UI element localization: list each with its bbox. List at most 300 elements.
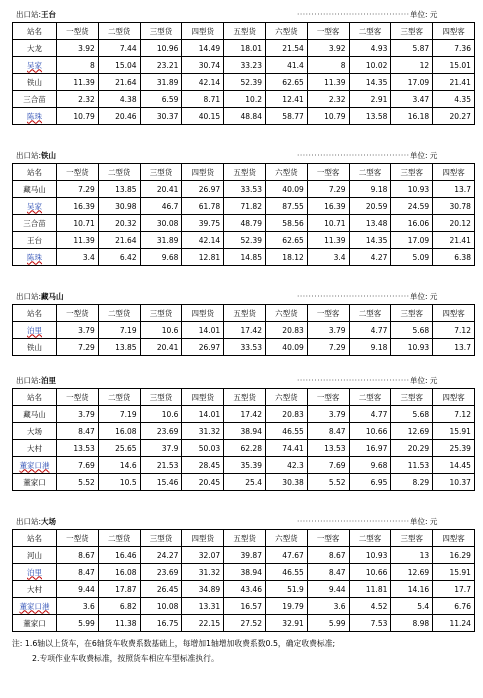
fee-cell: 17.09 bbox=[391, 232, 433, 249]
station-name-cell: 陈珠 bbox=[13, 249, 57, 266]
fee-cell: 16.39 bbox=[307, 198, 349, 215]
column-header: 四型货 bbox=[182, 164, 224, 181]
fee-cell: 20.41 bbox=[140, 339, 182, 356]
column-header: 四型货 bbox=[182, 23, 224, 40]
fee-cell: 39.87 bbox=[224, 547, 266, 564]
fee-cell: 4.38 bbox=[98, 91, 140, 108]
fee-cell: 4.77 bbox=[349, 322, 391, 339]
exit-label-text: 出口站: bbox=[16, 292, 42, 301]
table-row bbox=[13, 547, 475, 564]
table-row bbox=[13, 40, 475, 57]
table-row bbox=[13, 581, 475, 598]
fee-cell: 24.27 bbox=[140, 547, 182, 564]
fee-cell: 17.42 bbox=[224, 322, 266, 339]
fee-cell: 23.69 bbox=[140, 564, 182, 581]
column-header: 三型客 bbox=[391, 305, 433, 322]
column-header: 六型货 bbox=[265, 530, 307, 547]
station-section bbox=[12, 149, 474, 266]
fee-cell: 12.69 bbox=[391, 423, 433, 440]
table-row bbox=[13, 440, 475, 457]
unit-label: 单位: 元 bbox=[410, 517, 438, 526]
fee-cell: 5.52 bbox=[57, 474, 99, 491]
fee-cell: 11.81 bbox=[349, 581, 391, 598]
table-row bbox=[13, 406, 475, 423]
column-header: 三型客 bbox=[391, 23, 433, 40]
fee-cell: 47.67 bbox=[265, 547, 307, 564]
fee-cell: 26.45 bbox=[140, 581, 182, 598]
station-name-cell: 大村 bbox=[13, 440, 57, 457]
column-header: 一型货 bbox=[57, 530, 99, 547]
unit-label: 单位: 元 bbox=[410, 151, 438, 160]
fee-cell: 7.29 bbox=[57, 181, 99, 198]
fee-cell: 25.65 bbox=[98, 440, 140, 457]
column-header: 四型客 bbox=[433, 164, 475, 181]
fee-cell: 9.18 bbox=[349, 339, 391, 356]
fee-cell: 31.32 bbox=[182, 423, 224, 440]
station-name-cell: 铁山 bbox=[13, 74, 57, 91]
fee-cell: 13.7 bbox=[433, 181, 475, 198]
fee-cell: 4.52 bbox=[349, 598, 391, 615]
fee-cell: 20.83 bbox=[265, 406, 307, 423]
column-header: 四型货 bbox=[182, 389, 224, 406]
table-header-row bbox=[13, 23, 475, 40]
station-section bbox=[12, 515, 474, 632]
fee-cell: 10.71 bbox=[307, 215, 349, 232]
fee-cell: 41.4 bbox=[265, 57, 307, 74]
fee-cell: 26.97 bbox=[182, 181, 224, 198]
exit-station-label bbox=[16, 149, 56, 163]
table-row bbox=[13, 108, 475, 125]
fee-cell: 37.9 bbox=[140, 440, 182, 457]
fee-cell: 21.53 bbox=[140, 457, 182, 474]
column-header: 三型客 bbox=[391, 164, 433, 181]
column-header: 二型货 bbox=[98, 164, 140, 181]
fee-cell: 25.39 bbox=[433, 440, 475, 457]
fee-cell: 14.01 bbox=[182, 406, 224, 423]
fee-cell: 30.37 bbox=[140, 108, 182, 125]
station-name-cell: 三合苗 bbox=[13, 91, 57, 108]
column-header: 五型货 bbox=[224, 530, 266, 547]
unit-label: 单位: 元 bbox=[410, 376, 438, 385]
exit-station-name: 藏马山 bbox=[41, 292, 64, 301]
fee-cell: 21.64 bbox=[98, 232, 140, 249]
fee-cell: 10.5 bbox=[98, 474, 140, 491]
column-header: 二型客 bbox=[349, 389, 391, 406]
fee-cell: 10.6 bbox=[140, 406, 182, 423]
fee-cell: 31.89 bbox=[140, 232, 182, 249]
fee-cell: 6.42 bbox=[98, 249, 140, 266]
column-header: 四型客 bbox=[433, 23, 475, 40]
fee-cell: 46.7 bbox=[140, 198, 182, 215]
station-name-cell: 大龙 bbox=[13, 40, 57, 57]
column-header: 四型客 bbox=[433, 530, 475, 547]
fee-cell: 3.79 bbox=[307, 406, 349, 423]
table-row bbox=[13, 232, 475, 249]
unit-label: 单位: 元 bbox=[410, 292, 438, 301]
fee-cell: 10.02 bbox=[349, 57, 391, 74]
fee-cell: 16.08 bbox=[98, 423, 140, 440]
fee-cell: 2.32 bbox=[307, 91, 349, 108]
fee-cell: 21.64 bbox=[98, 74, 140, 91]
fee-cell: 10.79 bbox=[57, 108, 99, 125]
fee-cell: 14.16 bbox=[391, 581, 433, 598]
fee-cell: 7.19 bbox=[98, 322, 140, 339]
column-header: 一型货 bbox=[57, 305, 99, 322]
column-header: 二型客 bbox=[349, 23, 391, 40]
leader-dots: ······································· bbox=[297, 292, 410, 301]
fee-cell: 48.84 bbox=[224, 108, 266, 125]
fee-cell: 12.69 bbox=[391, 564, 433, 581]
column-header: 站名 bbox=[13, 389, 57, 406]
fee-cell: 15.04 bbox=[98, 57, 140, 74]
fee-cell: 13.53 bbox=[307, 440, 349, 457]
fee-cell: 4.35 bbox=[433, 91, 475, 108]
fee-cell: 7.12 bbox=[433, 322, 475, 339]
table-header-row bbox=[13, 530, 475, 547]
fee-cell: 3.79 bbox=[57, 406, 99, 423]
fee-cell: 21.41 bbox=[433, 232, 475, 249]
fee-cell: 30.78 bbox=[433, 198, 475, 215]
station-name-cell: 藏马山 bbox=[13, 181, 57, 198]
fee-cell: 15.46 bbox=[140, 474, 182, 491]
fee-cell: 20.41 bbox=[140, 181, 182, 198]
fee-cell: 17.09 bbox=[391, 74, 433, 91]
fee-cell: 30.38 bbox=[265, 474, 307, 491]
column-header: 四型货 bbox=[182, 305, 224, 322]
exit-label-text: 出口站: bbox=[16, 10, 42, 19]
station-name-cell: 泊里 bbox=[13, 322, 57, 339]
fee-cell: 5.68 bbox=[391, 406, 433, 423]
fee-cell: 12.81 bbox=[182, 249, 224, 266]
fee-cell: 13.85 bbox=[98, 339, 140, 356]
fee-cell: 6.95 bbox=[349, 474, 391, 491]
fee-cell: 71.82 bbox=[224, 198, 266, 215]
table-row bbox=[13, 423, 475, 440]
column-header: 四型货 bbox=[182, 530, 224, 547]
fee-cell: 13.58 bbox=[349, 108, 391, 125]
fee-cell: 40.09 bbox=[265, 181, 307, 198]
station-name-cell: 董家口 bbox=[13, 615, 57, 632]
fee-cell: 8 bbox=[307, 57, 349, 74]
column-header: 三型货 bbox=[140, 530, 182, 547]
fee-cell: 16.97 bbox=[349, 440, 391, 457]
column-header: 一型货 bbox=[57, 23, 99, 40]
station-name-cell: 大场 bbox=[13, 423, 57, 440]
fee-cell: 3.4 bbox=[57, 249, 99, 266]
table-row bbox=[13, 198, 475, 215]
table-row bbox=[13, 249, 475, 266]
fee-cell: 8.67 bbox=[307, 547, 349, 564]
note-2: 2.专项作业车收费标准，按照货车相应车型标准执行。 bbox=[32, 654, 219, 663]
column-header: 四型客 bbox=[433, 389, 475, 406]
fee-cell: 16.08 bbox=[98, 564, 140, 581]
fee-cell: 20.45 bbox=[182, 474, 224, 491]
station-name-cell: 藏马山 bbox=[13, 406, 57, 423]
fee-cell: 10.93 bbox=[391, 181, 433, 198]
fee-cell: 10.96 bbox=[140, 40, 182, 57]
fee-cell: 5.4 bbox=[391, 598, 433, 615]
fee-cell: 12 bbox=[391, 57, 433, 74]
fee-cell: 20.27 bbox=[433, 108, 475, 125]
fee-cell: 20.83 bbox=[265, 322, 307, 339]
fee-cell: 4.77 bbox=[349, 406, 391, 423]
section-header bbox=[12, 149, 474, 163]
fee-cell: 6.59 bbox=[140, 91, 182, 108]
fee-cell: 62.65 bbox=[265, 232, 307, 249]
fee-cell: 8.47 bbox=[57, 423, 99, 440]
fee-cell: 16.06 bbox=[391, 215, 433, 232]
fee-cell: 7.69 bbox=[307, 457, 349, 474]
fee-cell: 11.24 bbox=[433, 615, 475, 632]
fee-cell: 5.99 bbox=[57, 615, 99, 632]
toll-table bbox=[12, 388, 475, 491]
fee-cell: 16.57 bbox=[224, 598, 266, 615]
fee-cell: 17.87 bbox=[98, 581, 140, 598]
column-header: 五型货 bbox=[224, 389, 266, 406]
exit-station-label bbox=[16, 374, 56, 388]
fee-cell: 5.87 bbox=[391, 40, 433, 57]
column-header: 三型货 bbox=[140, 23, 182, 40]
column-header: 三型客 bbox=[391, 530, 433, 547]
table-header-row bbox=[13, 164, 475, 181]
fee-cell: 7.29 bbox=[307, 339, 349, 356]
column-header: 六型货 bbox=[265, 305, 307, 322]
fee-cell: 21.54 bbox=[265, 40, 307, 57]
fee-cell: 8.47 bbox=[57, 564, 99, 581]
station-name-cell: 河山 bbox=[13, 547, 57, 564]
toll-table bbox=[12, 163, 475, 266]
fee-cell: 3.79 bbox=[307, 322, 349, 339]
fee-cell: 25.4 bbox=[224, 474, 266, 491]
fee-cell: 7.19 bbox=[98, 406, 140, 423]
column-header: 一型客 bbox=[307, 389, 349, 406]
exit-station-label bbox=[16, 8, 56, 22]
fee-cell: 3.47 bbox=[391, 91, 433, 108]
fee-cell: 16.75 bbox=[140, 615, 182, 632]
section-header bbox=[12, 290, 474, 304]
column-header: 站名 bbox=[13, 305, 57, 322]
fee-cell: 7.69 bbox=[57, 457, 99, 474]
fee-cell: 13.48 bbox=[349, 215, 391, 232]
fee-cell: 10.93 bbox=[349, 547, 391, 564]
station-name-cell: 王台 bbox=[13, 232, 57, 249]
fee-cell: 7.29 bbox=[307, 181, 349, 198]
fee-cell: 5.52 bbox=[307, 474, 349, 491]
fee-cell: 3.79 bbox=[57, 322, 99, 339]
column-header: 一型客 bbox=[307, 164, 349, 181]
fee-cell: 38.94 bbox=[224, 564, 266, 581]
station-name-cell: 陈珠 bbox=[13, 108, 57, 125]
fee-cell: 62.28 bbox=[224, 440, 266, 457]
column-header: 二型货 bbox=[98, 389, 140, 406]
leader-dots: ······································· bbox=[297, 517, 410, 526]
fee-cell: 16.18 bbox=[391, 108, 433, 125]
fee-cell: 10.71 bbox=[57, 215, 99, 232]
fee-cell: 14.45 bbox=[433, 457, 475, 474]
exit-station-name: 大场 bbox=[41, 517, 57, 526]
fee-cell: 13 bbox=[391, 547, 433, 564]
fee-cell: 15.91 bbox=[433, 423, 475, 440]
column-header: 二型货 bbox=[98, 23, 140, 40]
fee-cell: 20.29 bbox=[391, 440, 433, 457]
station-name-cell: 董家口港 bbox=[13, 598, 57, 615]
fee-cell: 5.99 bbox=[307, 615, 349, 632]
fee-cell: 3.6 bbox=[57, 598, 99, 615]
table-row bbox=[13, 74, 475, 91]
fee-cell: 51.9 bbox=[265, 581, 307, 598]
station-name-cell: 大村 bbox=[13, 581, 57, 598]
fee-cell: 24.59 bbox=[391, 198, 433, 215]
fee-cell: 14.85 bbox=[224, 249, 266, 266]
fee-cell: 8.67 bbox=[57, 547, 99, 564]
fee-cell: 4.93 bbox=[349, 40, 391, 57]
column-header: 五型货 bbox=[224, 305, 266, 322]
column-header: 一型货 bbox=[57, 164, 99, 181]
fee-cell: 14.01 bbox=[182, 322, 224, 339]
station-name-cell: 董家口 bbox=[13, 474, 57, 491]
exit-station-name: 铁山 bbox=[41, 151, 57, 160]
column-header: 五型货 bbox=[224, 23, 266, 40]
fee-cell: 21.41 bbox=[433, 74, 475, 91]
exit-label-text: 出口站: bbox=[16, 517, 42, 526]
fee-cell: 14.35 bbox=[349, 74, 391, 91]
table-row bbox=[13, 181, 475, 198]
column-header: 三型货 bbox=[140, 164, 182, 181]
leader-dots: ······································· bbox=[297, 376, 410, 385]
fee-cell: 30.74 bbox=[182, 57, 224, 74]
table-header-row bbox=[13, 389, 475, 406]
fee-cell: 18.01 bbox=[224, 40, 266, 57]
fee-cell: 31.32 bbox=[182, 564, 224, 581]
table-row bbox=[13, 215, 475, 232]
table-row bbox=[13, 598, 475, 615]
fee-cell: 9.18 bbox=[349, 181, 391, 198]
fee-cell: 18.12 bbox=[265, 249, 307, 266]
column-header: 站名 bbox=[13, 23, 57, 40]
column-header: 二型货 bbox=[98, 530, 140, 547]
fee-cell: 13.31 bbox=[182, 598, 224, 615]
fee-cell: 42.3 bbox=[265, 457, 307, 474]
column-header: 二型客 bbox=[349, 305, 391, 322]
fee-cell: 26.97 bbox=[182, 339, 224, 356]
fee-cell: 11.39 bbox=[307, 74, 349, 91]
fee-cell: 10.79 bbox=[307, 108, 349, 125]
toll-table bbox=[12, 529, 475, 632]
column-header: 二型客 bbox=[349, 530, 391, 547]
fee-cell: 14.35 bbox=[349, 232, 391, 249]
table-row bbox=[13, 322, 475, 339]
fee-cell: 10.66 bbox=[349, 423, 391, 440]
exit-station-label bbox=[16, 290, 64, 304]
fee-cell: 10.37 bbox=[433, 474, 475, 491]
column-header: 一型客 bbox=[307, 23, 349, 40]
table-header-row bbox=[13, 305, 475, 322]
column-header: 三型客 bbox=[391, 389, 433, 406]
station-name-cell: 吴家 bbox=[13, 198, 57, 215]
fee-cell: 13.7 bbox=[433, 339, 475, 356]
fee-cell: 31.89 bbox=[140, 74, 182, 91]
fee-cell: 87.55 bbox=[265, 198, 307, 215]
leader-dots: ······································· bbox=[297, 151, 410, 160]
fee-cell: 11.39 bbox=[57, 232, 99, 249]
fee-cell: 7.53 bbox=[349, 615, 391, 632]
table-row bbox=[13, 339, 475, 356]
fee-cell: 32.91 bbox=[265, 615, 307, 632]
footnotes bbox=[12, 636, 478, 666]
station-name-cell: 三合苗 bbox=[13, 215, 57, 232]
fee-cell: 27.52 bbox=[224, 615, 266, 632]
section-header bbox=[12, 8, 474, 22]
exit-station-label bbox=[16, 515, 56, 529]
fee-cell: 6.82 bbox=[98, 598, 140, 615]
fee-cell: 42.14 bbox=[182, 232, 224, 249]
fee-cell: 52.39 bbox=[224, 74, 266, 91]
column-header: 二型客 bbox=[349, 164, 391, 181]
toll-table bbox=[12, 22, 475, 125]
fee-cell: 50.03 bbox=[182, 440, 224, 457]
fee-cell: 11.38 bbox=[98, 615, 140, 632]
fee-cell: 40.15 bbox=[182, 108, 224, 125]
column-header: 五型货 bbox=[224, 164, 266, 181]
fee-cell: 10.66 bbox=[349, 564, 391, 581]
fee-cell: 7.12 bbox=[433, 406, 475, 423]
fee-cell: 74.41 bbox=[265, 440, 307, 457]
fee-cell: 11.53 bbox=[391, 457, 433, 474]
fee-cell: 58.77 bbox=[265, 108, 307, 125]
fee-cell: 3.4 bbox=[307, 249, 349, 266]
column-header: 站名 bbox=[13, 530, 57, 547]
note-1: 注: 1.6轴以上货车，在6轴货车收费系数基础上，每增加1轴增加收费系数0.5，确定收费标准; bbox=[12, 639, 336, 648]
fee-cell: 42.14 bbox=[182, 74, 224, 91]
fee-cell: 32.07 bbox=[182, 547, 224, 564]
fee-cell: 30.98 bbox=[98, 198, 140, 215]
fee-cell: 8 bbox=[57, 57, 99, 74]
fee-cell: 9.44 bbox=[307, 581, 349, 598]
column-header: 一型客 bbox=[307, 305, 349, 322]
station-name-cell: 董家口港 bbox=[13, 457, 57, 474]
fee-cell: 14.6 bbox=[98, 457, 140, 474]
leader-dots: ······································· bbox=[297, 10, 410, 19]
toll-table bbox=[12, 304, 475, 356]
table-row bbox=[13, 91, 475, 108]
exit-label-text: 出口站: bbox=[16, 151, 42, 160]
fee-cell: 11.39 bbox=[57, 74, 99, 91]
fee-cell: 8.71 bbox=[182, 91, 224, 108]
fee-cell: 7.44 bbox=[98, 40, 140, 57]
fee-cell: 20.32 bbox=[98, 215, 140, 232]
fee-cell: 58.56 bbox=[265, 215, 307, 232]
column-header: 六型货 bbox=[265, 164, 307, 181]
fee-cell: 7.36 bbox=[433, 40, 475, 57]
fee-cell: 13.85 bbox=[98, 181, 140, 198]
fee-cell: 10.08 bbox=[140, 598, 182, 615]
fee-cell: 35.39 bbox=[224, 457, 266, 474]
fee-cell: 33.23 bbox=[224, 57, 266, 74]
fee-cell: 7.29 bbox=[57, 339, 99, 356]
exit-station-name: 泊里 bbox=[41, 376, 57, 385]
fee-cell: 15.01 bbox=[433, 57, 475, 74]
table-row bbox=[13, 615, 475, 632]
fee-cell: 38.94 bbox=[224, 423, 266, 440]
fee-cell: 20.12 bbox=[433, 215, 475, 232]
fee-cell: 3.92 bbox=[307, 40, 349, 57]
fee-cell: 23.69 bbox=[140, 423, 182, 440]
column-header: 站名 bbox=[13, 164, 57, 181]
fee-cell: 30.08 bbox=[140, 215, 182, 232]
fee-cell: 2.32 bbox=[57, 91, 99, 108]
station-name-cell: 铁山 bbox=[13, 339, 57, 356]
table-row bbox=[13, 564, 475, 581]
